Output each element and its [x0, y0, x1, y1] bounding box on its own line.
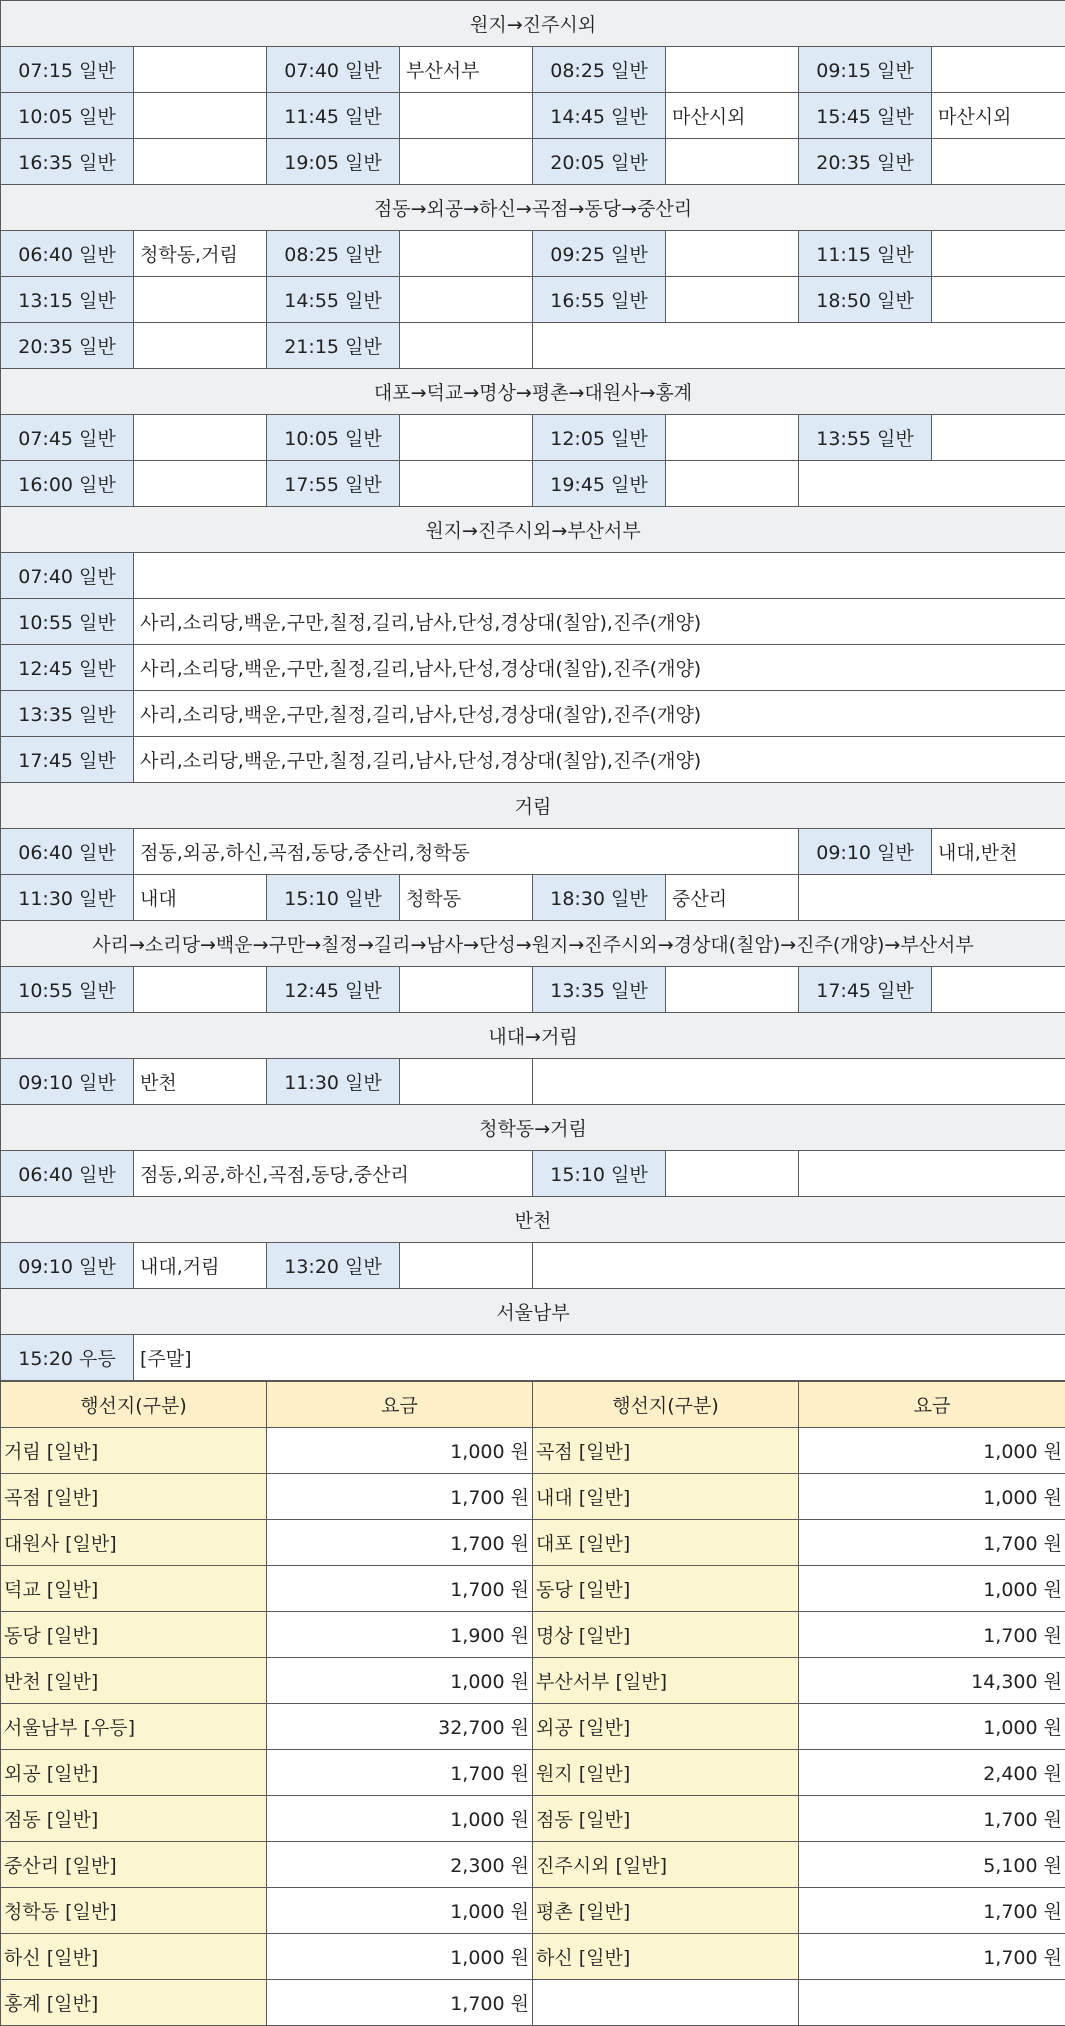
fare-row: [1, 1980, 1065, 2026]
departure-row: [1, 93, 1065, 139]
departure-time: 16:00 일반: [1, 461, 134, 507]
departure-row: [1, 599, 1065, 645]
fare-price: 1,900 원: [267, 1612, 533, 1658]
fare-destination: 동당 [일반]: [533, 1566, 799, 1612]
fare-price: 32,700 원: [267, 1704, 533, 1750]
empty-cell: [799, 875, 1065, 921]
departure-via-note: [932, 47, 1065, 93]
fare-price: 1,700 원: [799, 1520, 1065, 1566]
departure-via-note: [932, 415, 1065, 461]
departure-row: [1, 231, 1065, 277]
departure-time: 09:10 일반: [1, 1059, 134, 1105]
fare-row: [1, 1428, 1065, 1474]
departure-time: 15:10 일반: [533, 1151, 666, 1197]
fare-destination: 하신 [일반]: [533, 1934, 799, 1980]
departure-via-note: [932, 139, 1065, 185]
fare-row: [1, 1658, 1065, 1704]
departure-via-note: [134, 93, 267, 139]
departure-via-note: [666, 47, 799, 93]
departure-time: 12:45 일반: [1, 645, 134, 691]
route-header-row: [1, 1197, 1065, 1243]
fare-destination: 중산리 [일반]: [1, 1842, 267, 1888]
departure-via-note: [134, 461, 267, 507]
departure-via-note: 사리,소리당,백운,구만,칠정,길리,남사,단성,경상대(칠암),진주(개양): [134, 599, 1065, 645]
departure-row: [1, 1335, 1065, 1381]
fare-row: [1, 1888, 1065, 1934]
departure-time: 20:35 일반: [1, 323, 134, 369]
departure-via-note: [666, 1151, 799, 1197]
departure-time: 15:10 일반: [267, 875, 400, 921]
empty-cell: [533, 1059, 1065, 1105]
departure-time: 13:35 일반: [533, 967, 666, 1013]
route-header-row: [1, 507, 1065, 553]
departure-via-note: 점동,외공,하신,곡점,동당,중산리: [134, 1151, 533, 1197]
route-title: 점동→외공→하신→곡점→동당→중산리: [1, 185, 1065, 231]
departure-via-note: [400, 461, 533, 507]
departure-time: 13:15 일반: [1, 277, 134, 323]
departure-time: 13:35 일반: [1, 691, 134, 737]
departure-time: 06:40 일반: [1, 231, 134, 277]
fare-header-destination: 행선지(구분): [533, 1382, 799, 1428]
departure-via-note: [932, 967, 1065, 1013]
departure-time: 11:45 일반: [267, 93, 400, 139]
fare-price: 1,000 원: [267, 1934, 533, 1980]
fare-destination: 외공 [일반]: [1, 1750, 267, 1796]
empty-cell: [533, 1243, 1065, 1289]
route-header-row: [1, 1105, 1065, 1151]
departure-row: [1, 967, 1065, 1013]
departure-via-note: [400, 415, 533, 461]
departure-time: 08:25 일반: [533, 47, 666, 93]
route-header-row: [1, 921, 1065, 967]
fare-price: 1,000 원: [267, 1796, 533, 1842]
fare-destination: 반천 [일반]: [1, 1658, 267, 1704]
departure-row: [1, 139, 1065, 185]
departure-row: [1, 47, 1065, 93]
departure-row: [1, 415, 1065, 461]
departure-via-note: [666, 415, 799, 461]
departure-via-note: 점동,외공,하신,곡점,동당,중산리,청학동: [134, 829, 799, 875]
route-title: 반천: [1, 1197, 1065, 1243]
route-title: 청학동→거림: [1, 1105, 1065, 1151]
departure-via-note: [400, 277, 533, 323]
departure-time: 08:25 일반: [267, 231, 400, 277]
fare-price: 1,700 원: [799, 1888, 1065, 1934]
fare-table: [0, 1381, 1065, 2026]
empty-cell: [799, 1151, 1065, 1197]
departure-via-note: [932, 277, 1065, 323]
departure-row: [1, 645, 1065, 691]
fare-destination: 부산서부 [일반]: [533, 1658, 799, 1704]
departure-time: 15:45 일반: [799, 93, 932, 139]
departure-via-note: 반천: [134, 1059, 267, 1105]
departure-time: 15:20 우등: [1, 1335, 134, 1381]
departure-time: 12:45 일반: [267, 967, 400, 1013]
fare-destination: 내대 [일반]: [533, 1474, 799, 1520]
fare-row: [1, 1566, 1065, 1612]
fare-price: 1,700 원: [799, 1612, 1065, 1658]
departure-via-note: 부산서부: [400, 47, 533, 93]
fare-header-destination: 행선지(구분): [1, 1382, 267, 1428]
departure-row: [1, 461, 1065, 507]
departure-time: 14:45 일반: [533, 93, 666, 139]
fare-row: [1, 1474, 1065, 1520]
fare-destination: 청학동 [일반]: [1, 1888, 267, 1934]
departure-via-note: 내대: [134, 875, 267, 921]
departure-via-note: 마산시외: [932, 93, 1065, 139]
fare-price: 1,000 원: [267, 1888, 533, 1934]
route-title: 대포→덕교→명상→평촌→대원사→홍계: [1, 369, 1065, 415]
fare-price: 1,700 원: [267, 1520, 533, 1566]
departure-time: 11:30 일반: [267, 1059, 400, 1105]
departure-row: [1, 1059, 1065, 1105]
fare-destination: 진주시외 [일반]: [533, 1842, 799, 1888]
fare-header-price: 요금: [267, 1382, 533, 1428]
fare-destination: 하신 [일반]: [1, 1934, 267, 1980]
departure-via-note: [400, 1059, 533, 1105]
departure-time: 14:55 일반: [267, 277, 400, 323]
fare-destination: 대원사 [일반]: [1, 1520, 267, 1566]
fare-destination: 원지 [일반]: [533, 1750, 799, 1796]
departure-via-note: [666, 967, 799, 1013]
departure-via-note: [666, 139, 799, 185]
fare-price: 1,700 원: [799, 1934, 1065, 1980]
departure-row: [1, 277, 1065, 323]
departure-via-note: 사리,소리당,백운,구만,칠정,길리,남사,단성,경상대(칠암),진주(개양): [134, 645, 1065, 691]
fare-destination: 대포 [일반]: [533, 1520, 799, 1566]
fare-row: [1, 1750, 1065, 1796]
fare-row: [1, 1796, 1065, 1842]
fare-destination: 홍계 [일반]: [1, 1980, 267, 2026]
departure-time: 06:40 일반: [1, 1151, 134, 1197]
fare-price: 1,000 원: [267, 1658, 533, 1704]
empty-cell: [799, 1980, 1065, 2026]
departure-time: 19:45 일반: [533, 461, 666, 507]
departure-via-note: 사리,소리당,백운,구만,칠정,길리,남사,단성,경상대(칠암),진주(개양): [134, 691, 1065, 737]
departure-time: 07:45 일반: [1, 415, 134, 461]
fare-price: 1,000 원: [267, 1428, 533, 1474]
departure-time: 10:55 일반: [1, 967, 134, 1013]
route-title: 사리→소리당→백운→구만→칠정→길리→남사→단성→원지→진주시외→경상대(칠암)→진주(개양)→부산서부: [1, 921, 1065, 967]
empty-cell: [799, 461, 1065, 507]
departure-via-note: 내대,반천: [932, 829, 1065, 875]
departure-via-note: [134, 323, 267, 369]
departure-via-note: [134, 277, 267, 323]
fare-price: 2,400 원: [799, 1750, 1065, 1796]
fare-destination: 곡점 [일반]: [1, 1474, 267, 1520]
departure-row: [1, 737, 1065, 783]
fare-row: [1, 1520, 1065, 1566]
departure-via-note: [666, 277, 799, 323]
departure-via-note: 청학동,거림: [134, 231, 267, 277]
fare-destination: 명상 [일반]: [533, 1612, 799, 1658]
fare-destination: 덕교 [일반]: [1, 1566, 267, 1612]
departure-time: 21:15 일반: [267, 323, 400, 369]
departure-row: [1, 1151, 1065, 1197]
departure-via-note: 중산리: [666, 875, 799, 921]
departure-time: 07:15 일반: [1, 47, 134, 93]
departure-via-note: [400, 1243, 533, 1289]
departure-via-note: 내대,거림: [134, 1243, 267, 1289]
departure-time: 20:35 일반: [799, 139, 932, 185]
departure-time: 12:05 일반: [533, 415, 666, 461]
fare-row: [1, 1612, 1065, 1658]
departure-time: 17:45 일반: [1, 737, 134, 783]
departure-time: 19:05 일반: [267, 139, 400, 185]
fare-row: [1, 1842, 1065, 1888]
departure-time: 17:45 일반: [799, 967, 932, 1013]
departure-via-note: [666, 231, 799, 277]
fare-price: 5,100 원: [799, 1842, 1065, 1888]
fare-row: [1, 1934, 1065, 1980]
route-header-row: [1, 1013, 1065, 1059]
departure-time: 20:05 일반: [533, 139, 666, 185]
fare-header-price: 요금: [799, 1382, 1065, 1428]
departure-row: [1, 323, 1065, 369]
departure-time: 10:55 일반: [1, 599, 134, 645]
route-header-row: [1, 369, 1065, 415]
departure-via-note: [400, 967, 533, 1013]
empty-cell: [533, 323, 1065, 369]
fare-price: 1,000 원: [799, 1704, 1065, 1750]
departure-time: 09:15 일반: [799, 47, 932, 93]
fare-price: 14,300 원: [799, 1658, 1065, 1704]
departure-via-note: [134, 47, 267, 93]
departure-time: 06:40 일반: [1, 829, 134, 875]
fare-price: 1,000 원: [799, 1566, 1065, 1612]
fare-header-row: [1, 1382, 1065, 1428]
fare-destination: 점동 [일반]: [1, 1796, 267, 1842]
route-header-row: [1, 185, 1065, 231]
departure-time: 18:50 일반: [799, 277, 932, 323]
route-header-row: [1, 1289, 1065, 1335]
departure-time: 07:40 일반: [1, 553, 134, 599]
fare-destination: 동당 [일반]: [1, 1612, 267, 1658]
departure-time: 09:25 일반: [533, 231, 666, 277]
departure-via-note: 사리,소리당,백운,구만,칠정,길리,남사,단성,경상대(칠암),진주(개양): [134, 737, 1065, 783]
departure-row: [1, 691, 1065, 737]
departure-via-note: [주말]: [134, 1335, 1065, 1381]
departure-time: 07:40 일반: [267, 47, 400, 93]
departure-row: [1, 553, 1065, 599]
departure-time: 13:20 일반: [267, 1243, 400, 1289]
departure-time: 10:05 일반: [1, 93, 134, 139]
fare-destination: 점동 [일반]: [533, 1796, 799, 1842]
departure-time: 09:10 일반: [1, 1243, 134, 1289]
route-title: 거림: [1, 783, 1065, 829]
departure-via-note: [932, 231, 1065, 277]
fare-price: 1,700 원: [267, 1980, 533, 2026]
departure-via-note: [400, 231, 533, 277]
fare-row: [1, 1704, 1065, 1750]
fare-price: 1,700 원: [267, 1566, 533, 1612]
route-header-row: [1, 783, 1065, 829]
departure-via-note: 마산시외: [666, 93, 799, 139]
departure-via-note: [400, 323, 533, 369]
fare-price: 1,700 원: [267, 1474, 533, 1520]
departure-via-note: [666, 461, 799, 507]
departure-time: 09:10 일반: [799, 829, 932, 875]
departure-row: [1, 829, 1065, 875]
departure-via-note: [134, 139, 267, 185]
departure-via-note: [134, 967, 267, 1013]
fare-price: 1,000 원: [799, 1474, 1065, 1520]
departure-time: 17:55 일반: [267, 461, 400, 507]
fare-price: 1,700 원: [267, 1750, 533, 1796]
route-title: 원지→진주시외→부산서부: [1, 507, 1065, 553]
departure-time: 16:55 일반: [533, 277, 666, 323]
fare-destination: 거림 [일반]: [1, 1428, 267, 1474]
departure-via-note: [400, 139, 533, 185]
departure-row: [1, 1243, 1065, 1289]
fare-price: 2,300 원: [267, 1842, 533, 1888]
departure-via-note: [134, 415, 267, 461]
departure-time: 11:15 일반: [799, 231, 932, 277]
route-title: 내대→거림: [1, 1013, 1065, 1059]
departure-via-note: 청학동: [400, 875, 533, 921]
departure-time: 10:05 일반: [267, 415, 400, 461]
departure-time: 11:30 일반: [1, 875, 134, 921]
fare-price: 1,000 원: [799, 1428, 1065, 1474]
fare-destination: 곡점 [일반]: [533, 1428, 799, 1474]
departure-time: 18:30 일반: [533, 875, 666, 921]
departure-via-note: [400, 93, 533, 139]
fare-destination: 평촌 [일반]: [533, 1888, 799, 1934]
departure-via-note: [134, 553, 1065, 599]
departure-time: 13:55 일반: [799, 415, 932, 461]
fare-price: 1,700 원: [799, 1796, 1065, 1842]
route-title: 원지→진주시외: [1, 1, 1065, 47]
departure-time: 16:35 일반: [1, 139, 134, 185]
empty-cell: [533, 1980, 799, 2026]
fare-destination: 외공 [일반]: [533, 1704, 799, 1750]
fare-destination: 서울남부 [우등]: [1, 1704, 267, 1750]
departure-row: [1, 875, 1065, 921]
route-header-row: [1, 1, 1065, 47]
route-title: 서울남부: [1, 1289, 1065, 1335]
